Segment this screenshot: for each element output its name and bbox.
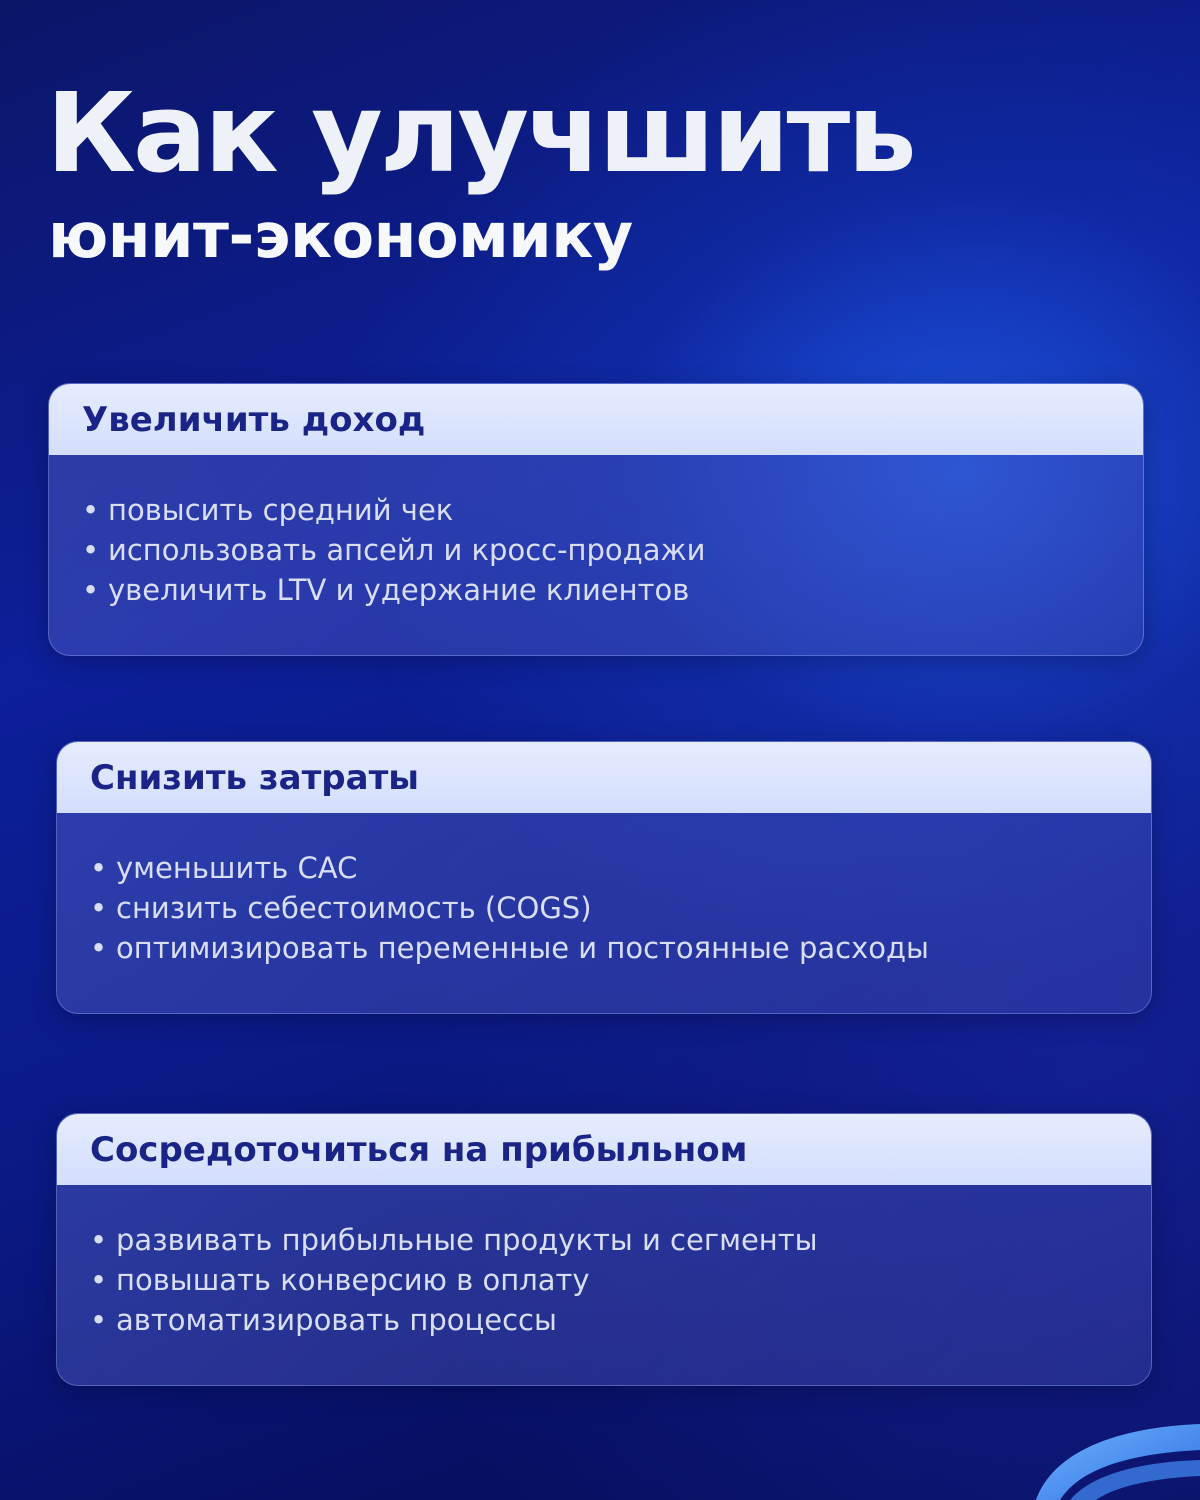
card-reduce-costs	[56, 741, 1152, 1014]
card-header	[57, 742, 1151, 813]
card-focus-profitable	[56, 1113, 1152, 1386]
card-title: Сосредоточиться на прибыльном	[90, 1129, 748, 1170]
card-header	[49, 384, 1143, 455]
list-item: • увеличить LTV и удержание клиентов	[82, 570, 1143, 610]
list-item: • повышать конверсию в оплату	[90, 1260, 1151, 1300]
list-item: • снизить себестоимость (COGS)	[90, 888, 1151, 928]
list-item: • оптимизировать переменные и постоянные расходы	[90, 928, 1151, 968]
card-list	[57, 1185, 1151, 1340]
list-item: • автоматизировать процессы	[90, 1300, 1151, 1340]
list-item: • повысить средний чек	[82, 490, 1143, 530]
card-title: Увеличить доход	[82, 399, 426, 440]
list-item: • развивать прибыльные продукты и сегменты	[90, 1220, 1151, 1260]
list-item: • уменьшить CAC	[90, 848, 1151, 888]
card-header	[57, 1114, 1151, 1185]
list-item: • использовать апсейл и кросс-продажи	[82, 530, 1143, 570]
card-increase-revenue	[48, 383, 1144, 656]
card-title: Снизить затраты	[90, 757, 420, 798]
page-title: Как улучшить	[46, 69, 914, 197]
card-list	[49, 455, 1143, 610]
card-list	[57, 813, 1151, 968]
page-subtitle: юнит-экономику	[48, 199, 633, 272]
wave-logo-icon	[1030, 1410, 1200, 1500]
